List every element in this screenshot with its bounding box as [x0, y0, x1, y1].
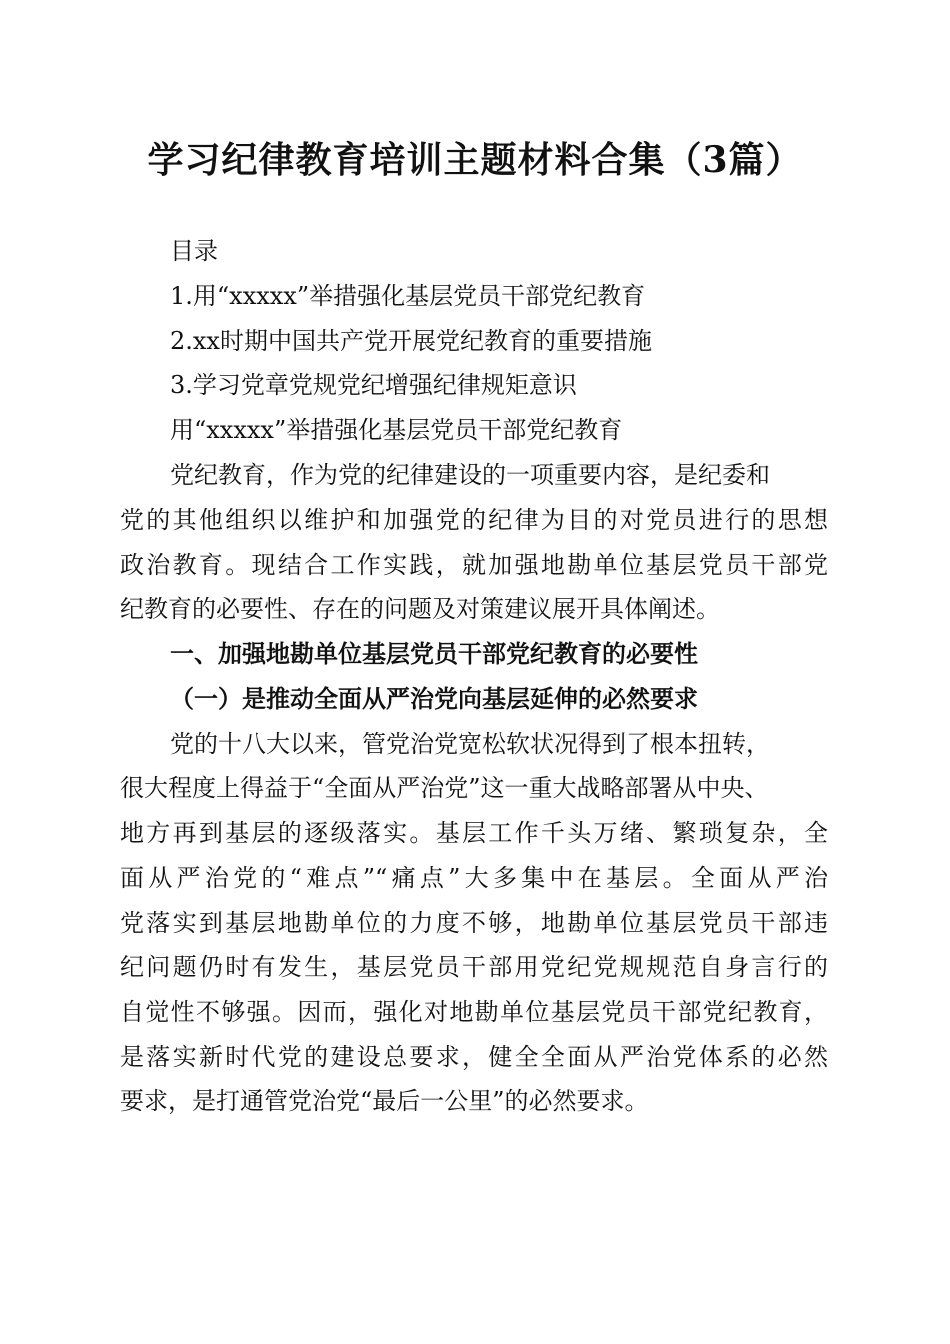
subsection-heading-1: （一）是推动全面从严治党向基层延伸的必然要求	[170, 684, 698, 713]
para1-line-4: 纪教育的必要性、存在的问题及对策建议展开具体阐述。	[120, 595, 720, 623]
article-title: 用“xxxxx”举措强化基层党员干部党纪教育	[170, 416, 623, 444]
para1-line-1: 党纪教育，作为党的纪律建设的一项重要内容，是纪委和	[170, 461, 770, 489]
para2-line-1: 党的十八大以来，管党治党宽松软状况得到了根本扭转，	[170, 730, 770, 758]
para1-line-3: 政治教育。现结合工作实践，就加强地勘单位基层党员干部党	[120, 551, 828, 579]
toc-item-2: 2.xx时期中国共产党开展党纪教育的重要措施	[170, 327, 652, 355]
para2-line-5: 党落实到基层地勘单位的力度不够，地勘单位基层党员干部违	[120, 909, 828, 937]
toc-item-1: 1.用“xxxxx”举措强化基层党员干部党纪教育	[170, 282, 646, 310]
para1-line-2: 党的其他组织以维护和加强党的纪律为目的对党员进行的思想	[120, 506, 828, 534]
para2-line-2: 很大程度上得益于“全面从严治党”这一重大战略部署从中央、	[120, 774, 769, 802]
para2-line-8: 是落实新时代党的建设总要求，健全全面从严治党体系的必然	[120, 1043, 828, 1071]
document-title: 学习纪律教育培训主题材料合集（3篇）	[147, 139, 803, 181]
toc-heading: 目录	[170, 237, 218, 265]
toc-item-3: 3.学习党章党规党纪增强纪律规矩意识	[170, 371, 577, 399]
section-heading-1: 一、加强地勘单位基层党员干部党纪教育的必要性	[170, 640, 698, 668]
para2-line-4: 面从严治党的“难点”“痛点”大多集中在基层。全面从严治	[120, 864, 828, 892]
para2-line-9: 要求，是打通管党治党“最后一公里”的必然要求。	[120, 1087, 649, 1115]
para2-line-7: 自觉性不够强。因而，强化对地勘单位基层党员干部党纪教育，	[120, 998, 828, 1026]
para2-line-3: 地方再到基层的逐级落实。基层工作千头万绪、繁琐复杂，全	[120, 819, 828, 847]
para2-line-6: 纪问题仍时有发生，基层党员干部用党纪党规规范自身言行的	[120, 953, 828, 981]
